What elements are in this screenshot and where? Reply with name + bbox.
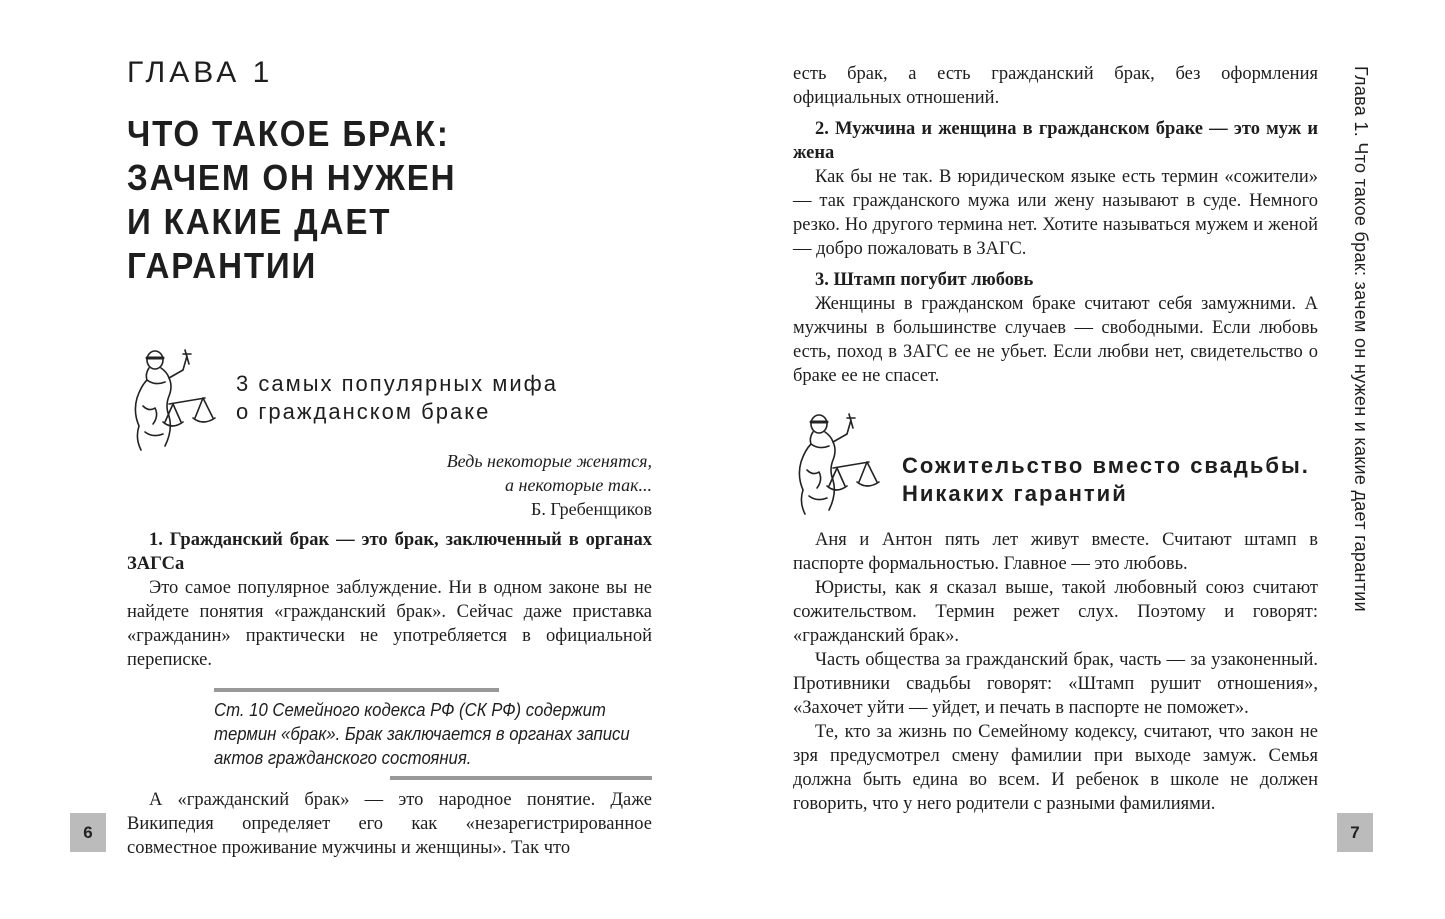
section-title-line: Никаких гарантий <box>902 481 1128 506</box>
myth3-heading: 3. Штамп погубит любовь <box>815 270 1034 290</box>
section-title-cohabitation <box>902 452 1322 508</box>
paragraph: Те, кто за жизнь по Семейному кодексу, считают, что закон не зря предусмотрел смену фамилии при выходе замуж. Семья должна быть едина во всем. И ребенок в школе не должен говорить, что у него родители с разными фамилиями. <box>793 722 1318 814</box>
note-box <box>214 698 654 770</box>
myth2-text: Как бы не так. В юридическом языке есть термин «сожители» — так гражданского мужа или жену называют в суде. Немного резко. Но другого термина нет. Хотите называться мужем и женой — добро пожаловать в ЗАГС. <box>793 167 1318 259</box>
running-title <box>1341 66 1371 866</box>
myth3-text: Женщины в гражданском браке считают себя замужними. А мужчины в большинстве случаев — свободными. Если любовь есть, поход в ЗАГС ее не убьет. Если любви нет, свидетельство о браке ее не спасет. <box>793 294 1318 386</box>
section-title-line: о гражданском браке <box>236 399 491 424</box>
left-body-bottom <box>127 788 652 860</box>
myth1-heading: 1. Гражданский брак — это брак, заключенный в органах ЗАГСа <box>127 530 652 574</box>
chapter-title-line: ЧТО ТАКОЕ БРАК: <box>127 113 450 154</box>
chapter-label: ГЛАВА 1 <box>127 56 274 89</box>
continuation-text: есть брак, а есть гражданский брак, без оформления официальных отношений. <box>793 64 1318 108</box>
section-title-myths <box>236 370 656 426</box>
closing-text: А «гражданский брак» — это народное понятие. Даже Википедия определяет его как «незарегистрированное совместное проживание мужчины и женщины». Так что <box>127 790 652 858</box>
section-title-line: 3 самых популярных мифа <box>236 371 559 396</box>
themis-icon <box>125 346 220 454</box>
left-body-top <box>127 528 652 672</box>
paragraph: Юристы, как я сказал выше, такой любовный союз считают сожительством. Термин режет слух. Поэтому и говорят: «гражданский брак». <box>793 578 1318 646</box>
chapter-title-line: И КАКИЕ ДАЕТ ГАРАНТИИ <box>127 201 392 286</box>
epigraph <box>252 449 652 521</box>
page-number-right: 7 <box>1337 813 1373 852</box>
epigraph-author: Б. Гребенщиков <box>531 499 652 519</box>
running-title-text: Глава 1. Что такое брак: зачем он нужен и какие дает гарантии <box>1351 66 1371 613</box>
myth2-heading: 2. Мужчина и женщина в гражданском браке — это муж и жена <box>793 119 1318 163</box>
right-body-top <box>793 62 1318 388</box>
note-rule-bottom <box>390 776 652 780</box>
chapter-title-line: ЗАЧЕМ ОН НУЖЕН <box>127 157 457 198</box>
note-rule-top <box>214 688 499 692</box>
chapter-title <box>127 112 569 288</box>
myth1-text: Это самое популярное заблуждение. Ни в одном законе вы не найдете понятия «гражданский брак». Сейчас даже приставка «гражданин» практически не употребляется в официальной переписке. <box>127 578 652 670</box>
paragraph: Часть общества за гражданский брак, часть — за узаконенный. Противники свадьбы говорят: «Штамп рушит отношения», «Захочет уйти — уйдет, и печать в паспорте не поможет». <box>793 650 1318 718</box>
epigraph-line: а некоторые так... <box>505 475 652 495</box>
page-number-left: 6 <box>70 813 106 852</box>
right-body-bottom <box>793 528 1318 816</box>
note-text: Ст. 10 Семейного кодекса РФ (СК РФ) содержит термин «брак». Брак заключается в органах записи актов гражданского состояния. <box>214 700 630 768</box>
paragraph: Аня и Антон пять лет живут вместе. Считают штамп в паспорте формальностью. Главное — это любовь. <box>793 530 1318 574</box>
epigraph-line: Ведь некоторые женятся, <box>446 451 652 471</box>
section-title-line: Сожительство вместо свадьбы. <box>902 453 1310 478</box>
themis-icon <box>789 410 884 518</box>
